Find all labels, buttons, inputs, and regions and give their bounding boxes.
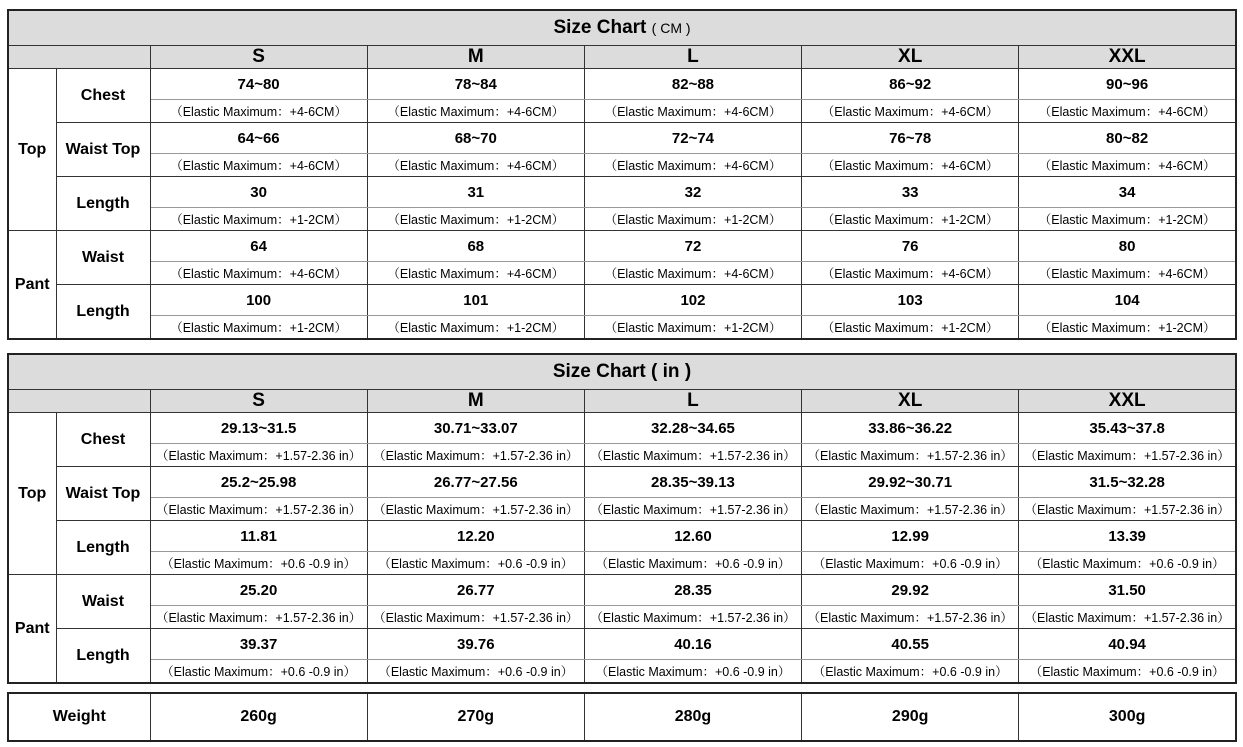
- measurement-value: 68: [367, 231, 584, 262]
- elastic-note: （Elastic Maximum：+1-2CM）: [150, 316, 367, 340]
- measurement-value: 35.43~37.8: [1019, 413, 1236, 444]
- group-label-pant: Pant: [8, 231, 56, 340]
- chart-title-text: Size Chart: [553, 17, 647, 38]
- measurement-value: 39.37: [150, 629, 367, 660]
- chart-unit: ( in ): [651, 361, 692, 382]
- measurement-value: 28.35~39.13: [584, 467, 801, 498]
- measurement-value: 26.77~27.56: [367, 467, 584, 498]
- elastic-note-row: [8, 316, 1236, 340]
- group-label-top: Top: [8, 413, 56, 575]
- elastic-note-row: [8, 498, 1236, 521]
- measurement-value-row: [8, 629, 1236, 660]
- measurement-value: 32.28~34.65: [584, 413, 801, 444]
- measurement-value: 34: [1019, 177, 1236, 208]
- measurement-value: 76~78: [802, 123, 1019, 154]
- measurement-label: Waist: [56, 575, 150, 629]
- chart-title-row: [8, 10, 1236, 46]
- weight-value: 290g: [802, 693, 1019, 741]
- elastic-note-row: [8, 444, 1236, 467]
- elastic-note: （Elastic Maximum：+1.57-2.36 in）: [802, 444, 1019, 467]
- elastic-note: （Elastic Maximum：+4-6CM）: [584, 154, 801, 177]
- elastic-note: （Elastic Maximum：+1.57-2.36 in）: [802, 498, 1019, 521]
- size-header-m: M: [367, 390, 584, 413]
- elastic-note-row: [8, 606, 1236, 629]
- elastic-note: （Elastic Maximum：+1-2CM）: [367, 316, 584, 340]
- measurement-value-row: [8, 177, 1236, 208]
- measurement-label: Waist Top: [56, 467, 150, 521]
- elastic-note: （Elastic Maximum：+1.57-2.36 in）: [367, 498, 584, 521]
- elastic-note: （Elastic Maximum：+1.57-2.36 in）: [1019, 498, 1236, 521]
- measurement-value: 82~88: [584, 69, 801, 100]
- chart-title-row: [8, 354, 1236, 390]
- measurement-value: 12.20: [367, 521, 584, 552]
- measurement-label: Length: [56, 629, 150, 684]
- elastic-note: （Elastic Maximum：+1-2CM）: [367, 208, 584, 231]
- header-corner: [8, 46, 150, 69]
- elastic-note-row: [8, 100, 1236, 123]
- elastic-note-row: [8, 154, 1236, 177]
- measurement-value: 80: [1019, 231, 1236, 262]
- size-header-l: L: [584, 390, 801, 413]
- measurement-value: 25.2~25.98: [150, 467, 367, 498]
- elastic-note: （Elastic Maximum：+1.57-2.36 in）: [150, 498, 367, 521]
- size-chart-cm: [7, 9, 1237, 340]
- measurement-value: 40.94: [1019, 629, 1236, 660]
- elastic-note: （Elastic Maximum：+1-2CM）: [584, 316, 801, 340]
- elastic-note: （Elastic Maximum：+1.57-2.36 in）: [802, 606, 1019, 629]
- chart-unit: ( CM ): [651, 20, 691, 36]
- elastic-note: （Elastic Maximum：+1-2CM）: [584, 208, 801, 231]
- measurement-value: 28.35: [584, 575, 801, 606]
- elastic-note: （Elastic Maximum：+0.6 -0.9 in）: [802, 660, 1019, 684]
- measurement-value-row: [8, 467, 1236, 498]
- elastic-note-row: [8, 208, 1236, 231]
- weight-table: [7, 692, 1237, 742]
- chart-title: [8, 10, 1236, 46]
- measurement-value: 33.86~36.22: [802, 413, 1019, 444]
- elastic-note: （Elastic Maximum：+4-6CM）: [367, 262, 584, 285]
- elastic-note: （Elastic Maximum：+4-6CM）: [150, 154, 367, 177]
- elastic-note: （Elastic Maximum：+4-6CM）: [150, 262, 367, 285]
- measurement-value: 29.92~30.71: [802, 467, 1019, 498]
- elastic-note-row: [8, 552, 1236, 575]
- measurement-value: 31.50: [1019, 575, 1236, 606]
- elastic-note: （Elastic Maximum：+4-6CM）: [1019, 154, 1236, 177]
- elastic-note: （Elastic Maximum：+1.57-2.36 in）: [150, 606, 367, 629]
- elastic-note: （Elastic Maximum：+1-2CM）: [1019, 316, 1236, 340]
- elastic-note: （Elastic Maximum：+4-6CM）: [150, 100, 367, 123]
- elastic-note: （Elastic Maximum：+1.57-2.36 in）: [584, 498, 801, 521]
- elastic-note: （Elastic Maximum：+4-6CM）: [802, 262, 1019, 285]
- measurement-value: 103: [802, 285, 1019, 316]
- measurement-label: Chest: [56, 69, 150, 123]
- elastic-note: （Elastic Maximum：+1.57-2.36 in）: [584, 444, 801, 467]
- measurement-value: 101: [367, 285, 584, 316]
- size-header-xxl: XXL: [1019, 390, 1236, 413]
- measurement-value: 31.5~32.28: [1019, 467, 1236, 498]
- measurement-value: 29.13~31.5: [150, 413, 367, 444]
- measurement-label: Length: [56, 521, 150, 575]
- size-chart-inch: [7, 353, 1237, 684]
- weight-value: 280g: [584, 693, 801, 741]
- elastic-note: （Elastic Maximum：+4-6CM）: [802, 100, 1019, 123]
- elastic-note: （Elastic Maximum：+0.6 -0.9 in）: [150, 552, 367, 575]
- elastic-note: （Elastic Maximum：+1-2CM）: [1019, 208, 1236, 231]
- elastic-note: （Elastic Maximum：+1-2CM）: [150, 208, 367, 231]
- weight-label: Weight: [8, 693, 150, 741]
- measurement-label: Waist: [56, 231, 150, 285]
- elastic-note: （Elastic Maximum：+4-6CM）: [1019, 100, 1236, 123]
- elastic-note: （Elastic Maximum：+1.57-2.36 in）: [367, 606, 584, 629]
- measurement-value-row: [8, 123, 1236, 154]
- elastic-note: （Elastic Maximum：+1.57-2.36 in）: [1019, 606, 1236, 629]
- elastic-note: （Elastic Maximum：+0.6 -0.9 in）: [367, 552, 584, 575]
- measurement-value-row: [8, 69, 1236, 100]
- measurement-value-row: [8, 413, 1236, 444]
- measurement-value: 72~74: [584, 123, 801, 154]
- measurement-value: 64: [150, 231, 367, 262]
- size-chart-inch-body: [8, 354, 1236, 683]
- elastic-note: （Elastic Maximum：+4-6CM）: [367, 154, 584, 177]
- measurement-value: 90~96: [1019, 69, 1236, 100]
- elastic-note: （Elastic Maximum：+1.57-2.36 in）: [1019, 444, 1236, 467]
- elastic-note: （Elastic Maximum：+4-6CM）: [584, 262, 801, 285]
- size-header-xl: XL: [802, 390, 1019, 413]
- measurement-value-row: [8, 231, 1236, 262]
- elastic-note: （Elastic Maximum：+4-6CM）: [584, 100, 801, 123]
- measurement-value: 74~80: [150, 69, 367, 100]
- chart-title: [8, 354, 1236, 390]
- size-header-m: M: [367, 46, 584, 69]
- elastic-note: （Elastic Maximum：+0.6 -0.9 in）: [802, 552, 1019, 575]
- elastic-note-row: [8, 262, 1236, 285]
- measurement-label: Chest: [56, 413, 150, 467]
- measurement-value: 64~66: [150, 123, 367, 154]
- measurement-value: 102: [584, 285, 801, 316]
- measurement-value: 12.60: [584, 521, 801, 552]
- elastic-note: （Elastic Maximum：+1-2CM）: [802, 316, 1019, 340]
- elastic-note: （Elastic Maximum：+1-2CM）: [802, 208, 1019, 231]
- elastic-note: （Elastic Maximum：+0.6 -0.9 in）: [367, 660, 584, 684]
- measurement-value: 30: [150, 177, 367, 208]
- measurement-value: 33: [802, 177, 1019, 208]
- measurement-value: 12.99: [802, 521, 1019, 552]
- measurement-value: 100: [150, 285, 367, 316]
- elastic-note: （Elastic Maximum：+1.57-2.36 in）: [367, 444, 584, 467]
- elastic-note: （Elastic Maximum：+1.57-2.36 in）: [150, 444, 367, 467]
- measurement-label: Length: [56, 285, 150, 340]
- weight-value: 300g: [1019, 693, 1236, 741]
- elastic-note-row: [8, 660, 1236, 684]
- measurement-value-row: [8, 285, 1236, 316]
- elastic-note: （Elastic Maximum：+4-6CM）: [367, 100, 584, 123]
- header-corner: [8, 390, 150, 413]
- size-header-xl: XL: [802, 46, 1019, 69]
- measurement-label: Length: [56, 177, 150, 231]
- measurement-value: 13.39: [1019, 521, 1236, 552]
- measurement-label: Waist Top: [56, 123, 150, 177]
- weight-value: 270g: [367, 693, 584, 741]
- elastic-note: （Elastic Maximum：+0.6 -0.9 in）: [584, 660, 801, 684]
- elastic-note: （Elastic Maximum：+4-6CM）: [802, 154, 1019, 177]
- measurement-value: 86~92: [802, 69, 1019, 100]
- size-header-xxl: XXL: [1019, 46, 1236, 69]
- measurement-value: 25.20: [150, 575, 367, 606]
- elastic-note: （Elastic Maximum：+0.6 -0.9 in）: [1019, 552, 1236, 575]
- measurement-value: 78~84: [367, 69, 584, 100]
- elastic-note: （Elastic Maximum：+0.6 -0.9 in）: [150, 660, 367, 684]
- measurement-value-row: [8, 521, 1236, 552]
- weight-value: 260g: [150, 693, 367, 741]
- size-header-s: S: [150, 46, 367, 69]
- size-header-l: L: [584, 46, 801, 69]
- measurement-value: 40.55: [802, 629, 1019, 660]
- measurement-value: 11.81: [150, 521, 367, 552]
- measurement-value-row: [8, 575, 1236, 606]
- measurement-value: 68~70: [367, 123, 584, 154]
- size-header-row: [8, 390, 1236, 413]
- elastic-note: （Elastic Maximum：+0.6 -0.9 in）: [1019, 660, 1236, 684]
- size-header-row: [8, 46, 1236, 69]
- measurement-value: 76: [802, 231, 1019, 262]
- measurement-value: 104: [1019, 285, 1236, 316]
- chart-title-text: Size Chart: [552, 361, 646, 382]
- measurement-value: 72: [584, 231, 801, 262]
- elastic-note: （Elastic Maximum：+0.6 -0.9 in）: [584, 552, 801, 575]
- measurement-value: 40.16: [584, 629, 801, 660]
- measurement-value: 39.76: [367, 629, 584, 660]
- measurement-value: 32: [584, 177, 801, 208]
- measurement-value: 31: [367, 177, 584, 208]
- measurement-value: 29.92: [802, 575, 1019, 606]
- size-header-s: S: [150, 390, 367, 413]
- size-chart-cm-body: [8, 10, 1236, 339]
- measurement-value: 26.77: [367, 575, 584, 606]
- group-label-top: Top: [8, 69, 56, 231]
- measurement-value: 30.71~33.07: [367, 413, 584, 444]
- measurement-value: 80~82: [1019, 123, 1236, 154]
- weight-row: [8, 693, 1236, 741]
- group-label-pant: Pant: [8, 575, 56, 684]
- elastic-note: （Elastic Maximum：+1.57-2.36 in）: [584, 606, 801, 629]
- elastic-note: （Elastic Maximum：+4-6CM）: [1019, 262, 1236, 285]
